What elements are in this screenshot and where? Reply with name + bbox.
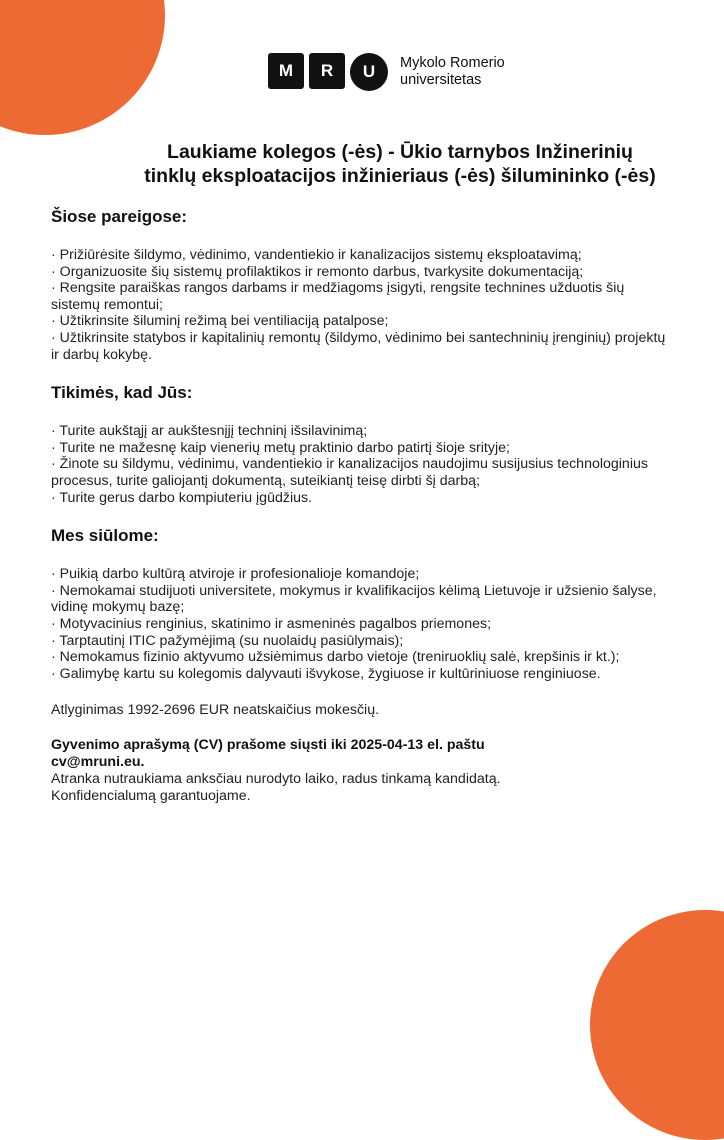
list-item: · Turite ne mažesnę kaip vienerių metų praktinio darbo patirtį šioje srityje; bbox=[51, 439, 510, 456]
logo-wordmark bbox=[400, 55, 505, 89]
list-item: · Galimybę kartu su kolegomis dalyvauti išvykose, žygiuose ir kultūriniuose renginiuose. bbox=[51, 665, 601, 682]
duties-section bbox=[51, 206, 671, 363]
decorative-circle-top-left bbox=[0, 0, 165, 135]
expectations-section bbox=[51, 382, 671, 506]
offer-section bbox=[51, 525, 671, 682]
list-item: · Turite aukštąjį ar aukštesnįjį techninį išsilavinimą; bbox=[51, 423, 368, 440]
list-item: · Užtikrinsite šiluminį režimą bei ventiliaciją patalpose; bbox=[51, 313, 389, 330]
expectations-list bbox=[51, 423, 671, 506]
salary-text: Atlyginimas 1992-2696 EUR neatskaičius mokesčių. bbox=[51, 702, 380, 719]
logo-name-line1: Mykolo Romerio bbox=[400, 55, 505, 71]
logo-mark bbox=[268, 53, 388, 91]
job-description bbox=[51, 206, 671, 805]
list-item: · Žinote su šildymu, vėdinimu, vandentiekio ir kanalizacijos naudojimu susijusius technologinius procesus, turite galiojantį dokumentą, suteikiantį teisę dirbti šį darbą; bbox=[51, 456, 648, 489]
duties-list bbox=[51, 247, 671, 363]
list-item: · Nemokamus fizinio aktyvumo užsiėmimus darbo vietoje (treniruoklių salė, krepšinis ir kt.); bbox=[51, 649, 620, 666]
cv-email[interactable]: cv@mruni.eu. bbox=[51, 753, 145, 770]
list-item: · Organizuosite šių sistemų profilaktikos ir remonto darbus, tvarkysite dokumentaciją; bbox=[51, 263, 584, 280]
confidentiality-note: Konfidencialumą garantuojame. bbox=[51, 787, 251, 804]
list-item: · Prižiūrėsite šildymo, vėdinimo, vandentiekio ir kanalizacijos sistemų eksploatavimą; bbox=[51, 247, 582, 263]
list-item: · Turite gerus darbo kompiuteriu įgūdžius. bbox=[51, 489, 313, 506]
title-line2: tinklų eksploatacijos inžinieriaus (-ės) šilumininko (-ės) bbox=[144, 165, 656, 187]
list-item: · Užtikrinsite statybos ir kapitalinių remontų (šildymo, vėdinimo bei santechninių įrenginių) projektų ir darbų kokybę. bbox=[51, 329, 666, 363]
list-item: · Puikią darbo kultūrą atviroje ir profesionalioje komandoje; bbox=[51, 566, 420, 583]
duties-heading: Šiose pareigose: bbox=[51, 207, 188, 226]
cv-instructions bbox=[51, 737, 671, 771]
logo-letter-m: M bbox=[268, 53, 304, 89]
list-item: · Nemokamai studijuoti universitete, mokymus ir kvalifikacijos kėlimą Lietuvoje ir užsienio šalyse, vidinę mokymų bazę; bbox=[51, 582, 657, 616]
expectations-heading: Tikimės, kad Jūs: bbox=[51, 383, 193, 403]
decorative-circle-bottom-right bbox=[590, 910, 724, 1140]
logo-letter-r: R bbox=[309, 53, 345, 89]
logo-name-line2: universitetas bbox=[400, 72, 482, 88]
offer-list bbox=[51, 566, 671, 682]
page-title bbox=[100, 140, 700, 188]
list-item: · Rengsite paraiškas rangos darbams ir medžiagoms įsigyti, rengsite technines užduotis šių sistemų remontui; bbox=[51, 280, 625, 313]
title-line1: Laukiame kolegos (-ės) - Ūkio tarnybos Inžinerinių bbox=[167, 141, 633, 163]
logo-letter-u: U bbox=[350, 53, 388, 91]
offer-heading: Mes siūlome: bbox=[51, 526, 159, 546]
selection-note: Atranka nutraukiama anksčiau nurodyto laiko, radus tinkamą kandidatą. bbox=[51, 770, 501, 787]
list-item: · Tarptautinį ITIC pažymėjimą (su nuolaidų pasiūlymais); bbox=[51, 632, 404, 649]
university-logo bbox=[268, 53, 505, 91]
cv-line1: Gyvenimo aprašymą (CV) prašome siųsti iki 2025-04-13 el. paštu bbox=[51, 736, 485, 753]
list-item: · Motyvacinius renginius, skatinimo ir asmeninės pagalbos priemones; bbox=[51, 615, 492, 632]
